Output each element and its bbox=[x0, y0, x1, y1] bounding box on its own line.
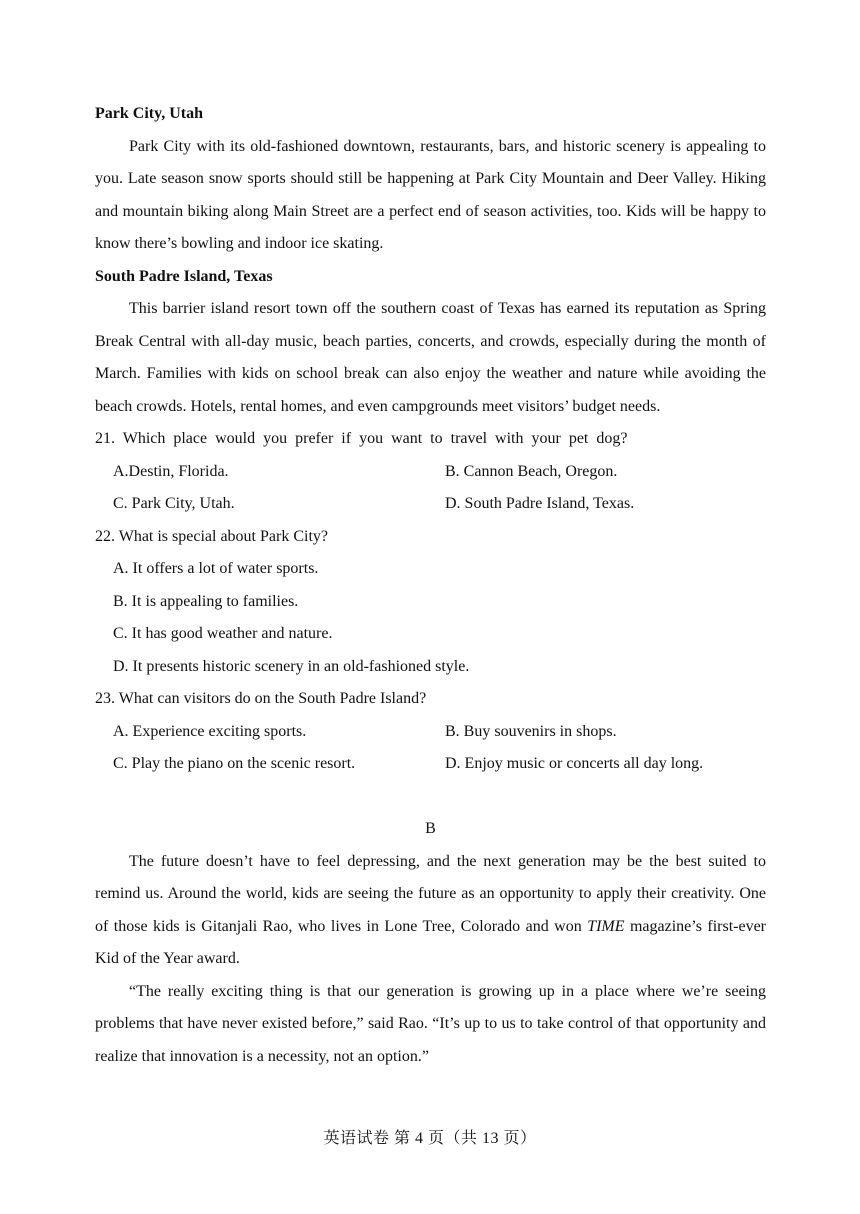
question-21-option-b: B. Cannon Beach, Oregon. bbox=[445, 462, 618, 480]
question-21 bbox=[95, 423, 766, 521]
question-23-option-c: C. Play the piano on the scenic resort. bbox=[113, 755, 356, 772]
exam-page-content bbox=[95, 98, 766, 1073]
question-23 bbox=[95, 683, 766, 781]
section-b-paragraph-2: “The really exciting thing is that our generation is growing up in a place where we’re seeing problems that have never existed before,” said Rao. “It’s up to us to take control of that opportunity and realize that innovation is a necessity, not an option.” bbox=[95, 982, 766, 1065]
page-footer: 英语试卷 第 4 页（共 13 页） bbox=[323, 1130, 537, 1147]
question-23-option-d: D. Enjoy music or concerts all day long. bbox=[445, 755, 704, 772]
park-city-heading: Park City, Utah bbox=[95, 105, 203, 122]
question-22 bbox=[95, 521, 766, 684]
question-23-options-row-1 bbox=[95, 716, 766, 749]
time-magazine-title: TIME bbox=[587, 917, 625, 935]
section-b-p1-text-start: The future doesn’t have to feel depressing, and the next generation may be the best suited to remind us. Around the world, kids are seeing the future as an opportunity to apply their creativity. One of those kids is Gitanjali Rao, who lives in Lone Tree, Colorado and won bbox=[95, 852, 766, 935]
question-21-stem: 21. Which place would you prefer if you want to travel with your pet dog? bbox=[95, 430, 628, 447]
question-23-option-a: A. Experience exciting sports. bbox=[113, 722, 307, 740]
question-23-stem: 23. What can visitors do on the South Padre Island? bbox=[95, 690, 427, 707]
question-23-option-b: B. Buy souvenirs in shops. bbox=[445, 722, 617, 740]
section-b-letter: B bbox=[425, 820, 436, 837]
question-21-option-a: A.Destin, Florida. bbox=[113, 462, 229, 480]
section-b-p1-text-end: magazine’s first-ever Kid of the Year award. bbox=[95, 917, 767, 967]
question-22-option-d: D. It presents historic scenery in an old-fashioned style. bbox=[113, 657, 470, 675]
question-21-option-c: C. Park City, Utah. bbox=[113, 495, 235, 512]
question-22-option-c: C. It has good weather and nature. bbox=[113, 625, 333, 642]
park-city-paragraph: Park City with its old-fashioned downtown, restaurants, bars, and historic scenery is appealing to you. Late season snow sports should still be happening at Park City Mountain and Deer Valley. Hiking and mountain biking along Main Street are a perfect end of season activities, too. Kids will be happy to know there’s bowling and indoor ice skating. bbox=[95, 137, 766, 252]
question-21-options-row-1 bbox=[95, 456, 766, 489]
south-padre-heading: South Padre Island, Texas bbox=[95, 267, 273, 285]
question-21-options-row-2 bbox=[95, 488, 766, 521]
question-22-option-b: B. It is appealing to families. bbox=[113, 592, 299, 610]
question-21-option-d: D. South Padre Island, Texas. bbox=[445, 495, 635, 512]
question-22-stem: 22. What is special about Park City? bbox=[95, 527, 328, 545]
south-padre-paragraph: This barrier island resort town off the southern coast of Texas has earned its reputation as Spring Break Central with all-day music, beach parties, concerts, and crowds, especially during the month of March. Families with kids on school break can also enjoy the weather and nature while avoiding the beach crowds. Hotels, rental homes, and even campgrounds meet visitors’ budget needs. bbox=[95, 300, 766, 415]
section-b-paragraph-1 bbox=[95, 846, 766, 976]
question-23-options-row-2 bbox=[95, 748, 766, 781]
question-22-option-a: A. It offers a lot of water sports. bbox=[113, 560, 319, 577]
